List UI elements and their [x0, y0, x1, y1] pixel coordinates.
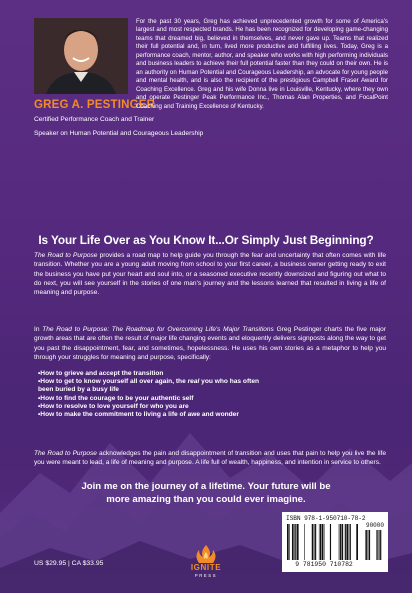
benefits-list: [38, 370, 378, 419]
closing-line-1: Join me on the journey of a lifetime. Your future will be: [81, 481, 331, 492]
author-photo: [34, 18, 128, 94]
list-item: [38, 378, 378, 386]
author-bio: For the past 30 years, Greg has achieved unprecedented growth for some of America's largest and most respected brands. He has been recognized for developing game-changing teams that dreamed big, believed in themselves, and never gave up. Teams that realized their full potential and, in turn, lived more productive and fulfilling lives. Today, Greg is a performance coach, mentor, author, and speaker who works with high performing individuals and business leaders to achieve their full potential faster than they could on their own. He is an authority on Human Potential and Courageous Leadership, an advocate for young people and mental health, and is also the recipient of the prestigious Campbell Fraser Award for Coaching Excellence. Greg and his wife Donna live in Louisville, Kentucky, where they own and operate Pestinger Peak Performance Inc., Thomas Alan Properties, and FocalPoint Coaching and Training Excellence of Kentucky.: [136, 18, 388, 110]
description-paragraph-3: [34, 449, 386, 468]
paragraph-prefix: In: [34, 326, 43, 333]
flame-icon: [186, 544, 226, 564]
barcode-bars-icon: [287, 524, 363, 560]
list-item-continuation: been buried by a busy life: [38, 386, 119, 394]
publisher-logo: [186, 544, 226, 582]
author-credential-speaker: Speaker on Human Potential and Courageous Leadership: [34, 130, 204, 137]
list-item-text: •How to get to know yourself all over again, the: [38, 378, 188, 386]
author-credential-coach: Certified Performance Coach and Trainer: [34, 116, 155, 123]
publisher-subtitle: PRESS: [194, 573, 218, 578]
addon-barcode-bars-icon: [365, 530, 384, 560]
paragraph-text: Greg Pestinger charts the five major growth areas that are often the result of major life changing events and eloquently delivers signposts along the way to get you past the disappointment, fear, and sometimes, hopelessness. He uses his own stories as a metaphor to help you through your struggles for meaning and purpose, specifically:: [34, 326, 387, 362]
book-title-italic: The Road to Purpose: [34, 450, 97, 457]
publisher-name: IGNITE: [190, 563, 222, 572]
paragraph-text: acknowledges the pain and disappointment of transition and uses that pain to help you live the life you were meant to lead, a life of meaning and purpose. A life full of wealth, happiness, and intention in service to others.: [34, 450, 386, 467]
emphasis-text: real: [187, 378, 200, 386]
paragraph-text: provides a road map to help guide you through the fear and uncertainty that often comes with life transition. Whether you are a young adult moving from school to your first career, a business owner getting ready to exit the business you have put your heart and soul into, or a seasoned executive recently downsized and figuring out what to do next, you will see yourself in the stories of one man's journey and the lessons learned that resulted in living a life of meaning and purpose.: [34, 252, 386, 297]
list-item-text: you who has often: [199, 378, 260, 386]
description-paragraph-2: [34, 325, 386, 362]
isbn-number: ISBN 978-1-950710-78-2: [286, 515, 366, 522]
list-item: •How to grieve and accept the transition: [38, 370, 164, 377]
list-item: •How to resolve to love yourself for who you are: [38, 402, 189, 410]
price-label: US $29.95 | CA $33.95: [34, 560, 104, 567]
price-code: 90000: [365, 522, 384, 529]
description-paragraph-1: [34, 251, 386, 298]
list-item: •How to make the commitment to living a life of awe and wonder: [38, 411, 239, 419]
headline: Is Your Life Over as You Know It...Or Simply Just Beginning?: [38, 233, 374, 247]
book-full-title-italic: The Road to Purpose: The Roadmap for Overcoming Life's Major Transitions: [42, 326, 274, 333]
list-item: •How to find the courage to be your authentic self: [38, 394, 194, 402]
book-title-italic: The Road to Purpose: [34, 252, 98, 259]
author-name: GREG A. PESTINGER: [34, 99, 156, 111]
isbn-barcode: [282, 512, 388, 572]
closing-statement: [0, 481, 412, 506]
ean-number: 9 781950 710782: [295, 561, 353, 568]
closing-line-2: more amazing than you could ever imagine.: [106, 493, 306, 505]
